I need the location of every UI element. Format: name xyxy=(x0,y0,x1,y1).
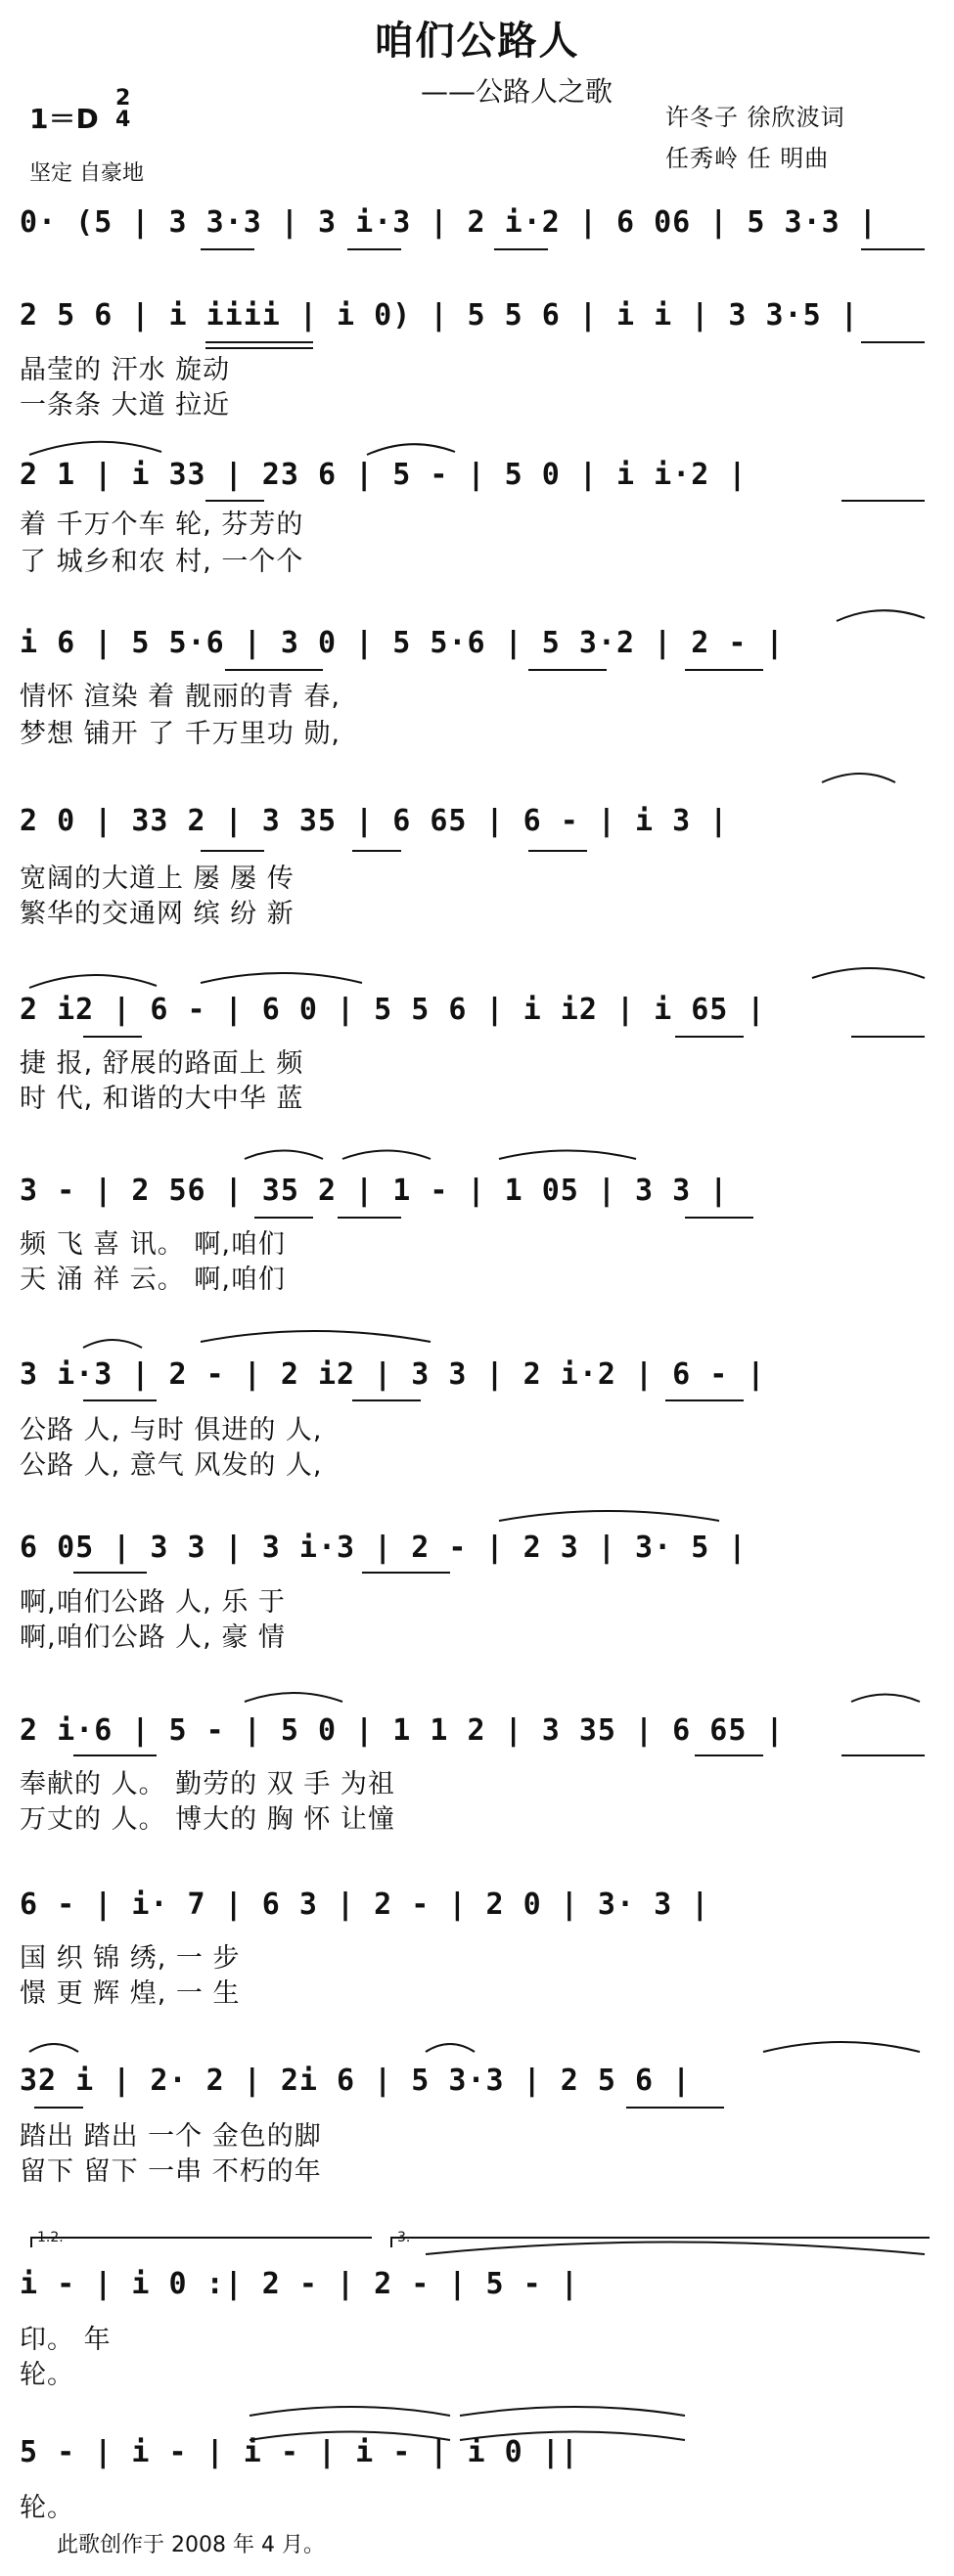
song-title: 咱们公路人 xyxy=(374,19,580,64)
lyric-verse1-row-5: 宽阔的大道上 屡 屡 传 xyxy=(20,864,295,894)
lyric-verse1-row-14: 轮。 xyxy=(20,2493,74,2523)
notation-row-9: 6 05 | 3 3 | 3 i·3 | 2 - | 2 3 | 3· 5 | xyxy=(20,1531,748,1565)
time-signature-bottom: 4 xyxy=(115,108,131,132)
lyric-verse2-row-13: 轮。 xyxy=(20,2360,74,2390)
slur xyxy=(837,610,925,621)
slur xyxy=(29,975,157,988)
notation-row-8: 3 i·3 | 2 - | 2 i2 | 3 3 | 2 i·2 | 6 - | xyxy=(20,1357,766,1392)
lyric-verse2-row-7: 天 涌 祥 云。 啊,咱们 xyxy=(20,1265,286,1295)
time-signature xyxy=(115,88,130,131)
slur xyxy=(460,2407,685,2416)
lyric-verse2-row-11: 憬 更 辉 煌, 一 生 xyxy=(20,1978,241,2009)
slur xyxy=(201,1331,431,1342)
lyric-verse2-row-2: 一条条 大道 拉近 xyxy=(20,390,231,421)
slur xyxy=(245,1151,323,1160)
slur xyxy=(250,2407,450,2416)
key-signature: 1＝D xyxy=(29,103,99,135)
slur xyxy=(499,1511,719,1521)
volta-bracket xyxy=(391,2238,930,2247)
slur xyxy=(201,973,362,983)
lyric-verse1-row-2: 晶莹的 汗水 旋动 xyxy=(20,355,231,385)
slur xyxy=(83,1340,142,1348)
slur xyxy=(29,2044,78,2052)
notation-row-11: 6 - | i· 7 | 6 3 | 2 - | 2 0 | 3· 3 | xyxy=(20,1888,710,1922)
lyric-verse2-row-4: 梦想 铺开 了 千万里功 勋, xyxy=(20,719,341,749)
volta-second-label: 3. xyxy=(397,2230,411,2245)
lyric-verse2-row-9: 啊,咱们公路 人, 豪 情 xyxy=(20,1622,286,1653)
notation-row-3: 2 1 | i 33 | 23 6 | 5 - | 5 0 | i i·2 | xyxy=(20,458,748,492)
lyric-verse1-row-12: 踏出 踏出 一个 金色的脚 xyxy=(20,2121,322,2152)
lyric-verse1-row-4: 情怀 渲染 着 靓丽的青 春, xyxy=(20,682,341,712)
lyric-verse2-row-8: 公路 人, 意气 风发的 人, xyxy=(20,1450,323,1481)
slur xyxy=(245,1693,342,1702)
notation-row-14: 5 - | i - | i - | i - | i 0 || xyxy=(20,2435,579,2469)
notation-row-4: i 6 | 5 5·6 | 3 0 | 5 5·6 | 5 3·2 | 2 - | xyxy=(20,626,785,660)
lyric-verse1-row-13: 印。 年 xyxy=(20,2325,112,2355)
notation-row-12: 32 i | 2· 2 | 2i 6 | 5 3·3 | 2 5 6 | xyxy=(20,2064,692,2098)
lyricist-credit: 许冬子 徐欣波词 xyxy=(665,104,845,131)
lyric-verse1-row-9: 啊,咱们公路 人, 乐 于 xyxy=(20,1587,286,1618)
lyric-verse1-row-8: 公路 人, 与时 俱进的 人, xyxy=(20,1415,323,1445)
notation-row-13: i - | i 0 :| 2 - | 2 - | 5 - | xyxy=(20,2267,579,2301)
slur xyxy=(763,2042,920,2052)
lyric-verse1-row-7: 频 飞 喜 讯。 啊,咱们 xyxy=(20,1229,286,1260)
slur xyxy=(367,444,455,455)
lyric-verse1-row-10: 奉献的 人。 勤劳的 双 手 为祖 xyxy=(20,1769,395,1799)
notation-row-10: 2 i·6 | 5 - | 5 0 | 1 1 2 | 3 35 | 6 65 | xyxy=(20,1713,785,1748)
notation-row-5: 2 0 | 33 2 | 3 35 | 6 65 | 6 - | i 3 | xyxy=(20,804,729,838)
lyric-verse1-row-11: 国 织 锦 绣, 一 步 xyxy=(20,1943,241,1974)
notation-row-2: 2 5 6 | i iiii | i 0) | 5 5 6 | i i | 3 3·5 | xyxy=(20,298,859,333)
lyric-verse2-row-5: 繁华的交通网 缤 纷 新 xyxy=(20,899,295,929)
lyric-verse2-row-12: 留下 留下 一串 不朽的年 xyxy=(20,2156,322,2187)
slur xyxy=(426,2044,475,2052)
composition-date-note: 此歌创作于 2008 年 4 月。 xyxy=(57,2533,325,2557)
slur xyxy=(29,442,161,455)
slur xyxy=(812,968,925,978)
notation-row-1: 0· (5 | 3 3·3 | 3 i·3 | 2 i·2 | 6 06 | 5 3·3 | xyxy=(20,205,878,240)
time-signature-top: 2 xyxy=(115,86,131,111)
notation-row-7: 3 - | 2 56 | 35 2 | 1 - | 1 05 | 3 3 | xyxy=(20,1174,729,1208)
volta-bracket xyxy=(31,2238,372,2247)
lyric-verse1-row-3: 着 千万个车 轮, 芬芳的 xyxy=(20,510,304,540)
lyric-verse2-row-3: 了 城乡和农 村, 一个个 xyxy=(20,547,304,577)
song-subtitle: ——公路人之歌 xyxy=(421,75,613,108)
lyric-verse2-row-10: 万丈的 人。 博大的 胸 怀 让憧 xyxy=(20,1804,395,1835)
slur xyxy=(426,2243,925,2255)
lyric-verse2-row-6: 时 代, 和谐的大中华 蓝 xyxy=(20,1084,304,1114)
slur xyxy=(342,1151,431,1160)
slur xyxy=(822,774,895,782)
tempo-marking: 坚定 自豪地 xyxy=(29,161,144,186)
composer-credit: 任秀岭 任 明曲 xyxy=(665,145,830,172)
slur xyxy=(499,1151,636,1160)
slur xyxy=(851,1695,920,1703)
lyric-verse1-row-6: 捷 报, 舒展的路面上 频 xyxy=(20,1048,304,1079)
notation-row-6: 2 i2 | 6 - | 6 0 | 5 5 6 | i i2 | i 65 | xyxy=(20,993,766,1027)
volta-first-label: 1.2. xyxy=(37,2230,64,2245)
